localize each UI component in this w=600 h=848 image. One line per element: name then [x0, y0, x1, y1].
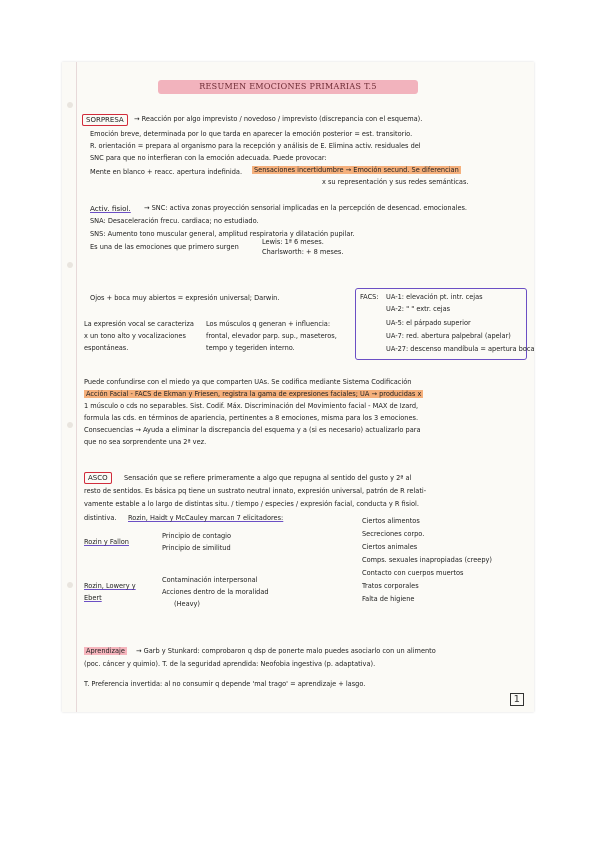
- fisio-line-6: Charlsworth: + 8 meses.: [262, 248, 344, 256]
- facs-box: [355, 288, 534, 360]
- facs-label: FACS:: [360, 293, 379, 301]
- sorpresa-line-3: R. orientación = prepara al organismo para la recepción y análisis de E. Elimina activ. residuales del: [90, 142, 421, 150]
- confusion-line-2: Acción Facial - FACS de Ekman y Friesen, registra la gama de expresiones faciales; UA → producidas x: [86, 390, 422, 398]
- elicitor-3: Ciertos animales: [362, 543, 418, 551]
- aprendizaje-label: Aprendizaje: [86, 647, 125, 655]
- facs-unit-4: UA-7: red. abertura palpebral (apelar): [386, 332, 511, 340]
- expresion-line-3: x un tono alto y vocalizaciones: [84, 332, 186, 340]
- asco-line-1: Sensación que se refiere primeramente a algo que repugna al sentido del gusto y 2ª al: [124, 474, 412, 482]
- confusion-line-4: formula las cds. en términos de apariencia, pertinentes a 8 emociones, misma para los 3 emociones.: [84, 414, 419, 422]
- fisio-line-4: Es una de las emociones que primero surgen: [90, 243, 239, 251]
- aprendizaje-line-3: T. Preferencia invertida: al no consumir q depende 'mal trago' = aprendizaje + lasgo.: [84, 680, 366, 688]
- asco-line-3: vamente estable a lo largo de distintas situ. / tiempo / especies / expresión facial, conducta y R fisiol.: [84, 500, 419, 508]
- sorpresa-line-5: Mente en blanco + reacc. apertura indefinida.: [90, 168, 243, 176]
- confusion-line-3: 1 músculo o cds no separables. Sist. Codif. Máx. Discriminación del Movimiento facial - MAX de Izard,: [84, 402, 419, 410]
- section-label-asco: ASCO: [84, 472, 112, 484]
- confusion-line-1: Puede confundirse con el miedo ya que comparten UAs. Se codifica mediante Sistema Codificación: [84, 378, 412, 386]
- asco-elicitors-heading: Rozin, Haidt y McCauley marcan 7 elicitadores:: [128, 514, 284, 522]
- expresion-line-1: Ojos + boca muy abiertos = expresión universal; Darwin.: [90, 294, 280, 302]
- page-number: 1: [510, 693, 524, 706]
- principle-contagion: Principio de contagio: [162, 532, 232, 540]
- elicitor-7: Falta de higiene: [362, 595, 415, 603]
- notebook-page: [62, 62, 534, 712]
- asco-line-4: distintiva.: [84, 514, 117, 522]
- elicitor-6: Tratos corporales: [362, 582, 419, 590]
- rozin-lowery-label-2: Ebert: [84, 594, 102, 602]
- sorpresa-line-7: x su representación y sus redes semánticas.: [322, 178, 469, 186]
- page-title: RESUMEN EMOCIONES PRIMARIAS T.5: [158, 80, 418, 94]
- heavy-note: (Heavy): [174, 600, 201, 608]
- binder-hole: [67, 102, 73, 108]
- facs-unit-2: UA-2: " " extr. cejas: [386, 305, 451, 313]
- elicitor-4: Comps. sexuales inapropiadas (creepy): [362, 556, 492, 564]
- muscle-line-2: frontal, elevador parp. sup., maseteros,: [206, 332, 337, 340]
- aprendizaje-line-1: → Garb y Stunkard: comprobaron q dsp de ponerte malo puedes asociarlo con un alimento: [136, 647, 436, 655]
- confusion-line-6: que no sea sorprendente una 2ª vez.: [84, 438, 207, 446]
- facs-unit-5: UA-27: descenso mandíbula = apertura boca: [386, 345, 534, 353]
- facs-unit-3: UA-5: el párpado superior: [386, 319, 471, 327]
- fisio-line-5: Lewis: 1ª 6 meses.: [262, 238, 324, 246]
- aprendizaje-line-2: (poc. cáncer y quimio). T. de la seguridad aprendida: Neofobia ingestiva (p. adaptativa).: [84, 660, 376, 668]
- confusion-line-5: Consecuencias → Ayuda a eliminar la discrepancia del esquema y a (si es necesario) actualizarlo para: [84, 426, 421, 434]
- binder-hole: [67, 422, 73, 428]
- elicitor-1: Ciertos alimentos: [362, 517, 420, 525]
- rozin-lowery-label: Rozin, Lowery y: [84, 582, 136, 590]
- fisio-line-3: SNS: Aumento tono muscular general, amplitud respiratoria y dilatación pupilar.: [90, 230, 355, 238]
- sorpresa-line-6: Sensaciones incertidumbre → Emoción secund. Se diferencian: [254, 166, 459, 174]
- principle-similarity: Principio de similitud: [162, 544, 231, 552]
- asco-line-2: resto de sentidos. Es básica pq tiene un sustrato neutral innato, expresión universal, patrón de R relati-: [84, 487, 427, 495]
- muscle-line-3: tempo y tegeriden interno.: [206, 344, 295, 352]
- margin-line: [62, 62, 77, 712]
- elicitor-5: Contacto con cuerpos muertos: [362, 569, 464, 577]
- section-label-sorpresa: SORPRESA: [82, 114, 128, 126]
- binder-hole: [67, 262, 73, 268]
- sorpresa-line-4: SNC para que no interfieran con la emoción adecuada. Puede provocar:: [90, 154, 327, 162]
- fisio-label: Activ. fisiol.: [90, 204, 131, 213]
- expresion-line-2: La expresión vocal se caracteriza: [84, 320, 194, 328]
- morality-line: Acciones dentro de la moralidad: [162, 588, 269, 596]
- expresion-line-4: espontáneas.: [84, 344, 129, 352]
- fisio-line-1: → SNC: activa zonas proyección sensorial implicadas en la percepción de desencad. emocionales.: [144, 204, 468, 212]
- binder-hole: [67, 582, 73, 588]
- rozin-fallon-label: Rozin y Fallon: [84, 538, 129, 546]
- sorpresa-line-1: → Reacción por algo imprevisto / novedoso / imprevisto (discrepancia con el esquema).: [134, 115, 423, 123]
- muscle-line-1: Los músculos q generan + influencia:: [206, 320, 331, 328]
- sorpresa-line-2: Emoción breve, determinada por lo que tarda en aparecer la emoción posterior = est. transitorio.: [90, 130, 413, 138]
- contamination-line: Contaminación interpersonal: [162, 576, 258, 584]
- elicitor-2: Secreciones corpo.: [362, 530, 425, 538]
- fisio-line-2: SNA: Desaceleración frecu. cardiaca; no estudiado.: [90, 217, 259, 225]
- facs-unit-1: UA-1: elevación pt. intr. cejas: [386, 293, 483, 301]
